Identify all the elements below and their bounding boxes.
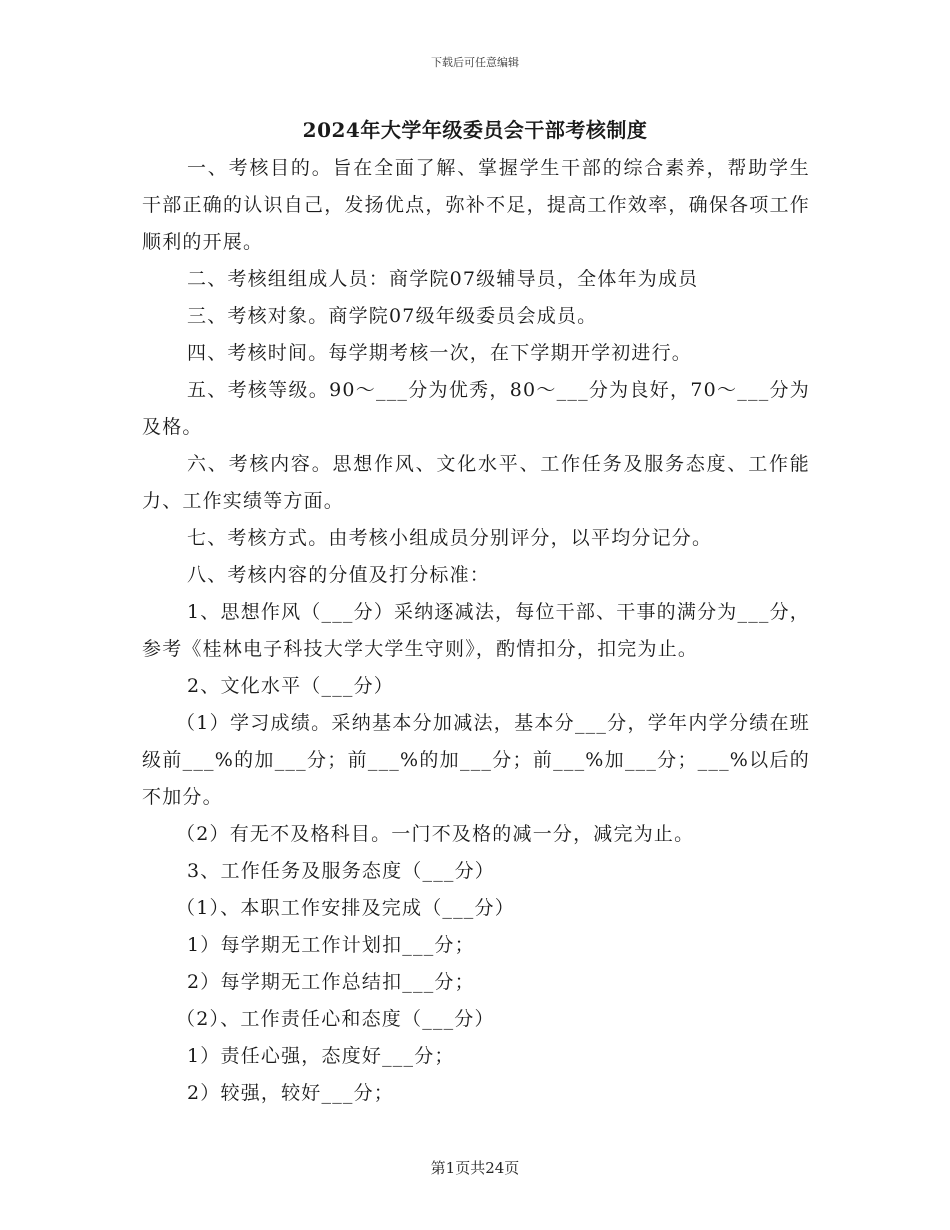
paragraph-members: 二、考核组组成人员：商学院07级辅导员，全体年为成员 [187, 268, 699, 290]
page-header-note: 下载后可任意编辑 [431, 56, 519, 69]
paragraph-culture-heading: 2、文化水平（___分） [187, 675, 394, 697]
paragraph-target: 三、考核对象。商学院07级年级委员会成员。 [187, 305, 598, 327]
paragraph-responsibility-heading: （2）、工作责任心和态度（___分） [176, 1008, 495, 1030]
paragraph-no-plan: 1）每学期无工作计划扣___分； [187, 934, 475, 956]
paragraph-responsibility-good: 2）较强，较好___分； [187, 1082, 394, 1104]
paragraph-ideology: 1、思想作风（___分）采纳逐减法，每位干部、干事的满分为___分，参考《桂林电子科技大学大学生守则》，酌情扣分，扣完为止。 [142, 601, 810, 660]
paragraph-responsibility-strong: 1）责任心强，态度好___分； [187, 1045, 455, 1067]
paragraph-duty-heading: （1）、本职工作安排及完成（___分） [176, 897, 515, 919]
paragraph-purpose: 一、考核目的。旨在全面了解、掌握学生干部的综合素养，帮助学生干部正确的认识自己，发扬优点，弥补不足，提高工作效率，确保各项工作顺利的开展。 [142, 157, 810, 253]
paragraph-no-summary: 2）每学期无工作总结扣___分； [187, 971, 475, 993]
paragraph-grade: 五、考核等级。90～___分为优秀，80～___分为良好，70～___分为及格。 [142, 379, 810, 438]
document-body [142, 150, 810, 1112]
paragraph-time: 四、考核时间。每学期考核一次，在下学期开学初进行。 [187, 342, 693, 364]
paragraph-method: 七、考核方式。由考核小组成员分别评分，以平均分记分。 [187, 527, 713, 549]
paragraph-study-score: （1）学习成绩。采纳基本分加减法，基本分___分，学年内学分绩在班级前___%的加___分；前___%的加___分；前___%加___分；___%以后的不加分。 [142, 712, 810, 808]
paragraph-failed-courses: （2）有无不及格科目。一门不及格的减一分，减完为止。 [176, 823, 695, 845]
paragraph-scoring-heading: 八、考核内容的分值及打分标准： [187, 564, 491, 586]
document-title: 2024年大学年级委员会干部考核制度 [302, 118, 648, 142]
paragraph-content: 六、考核内容。思想作风、文化水平、工作任务及服务态度、工作能力、工作实绩等方面。 [142, 453, 810, 512]
paragraph-work-heading: 3、工作任务及服务态度（___分） [187, 860, 495, 882]
page-number: 第1页共24页 [430, 1159, 520, 1177]
